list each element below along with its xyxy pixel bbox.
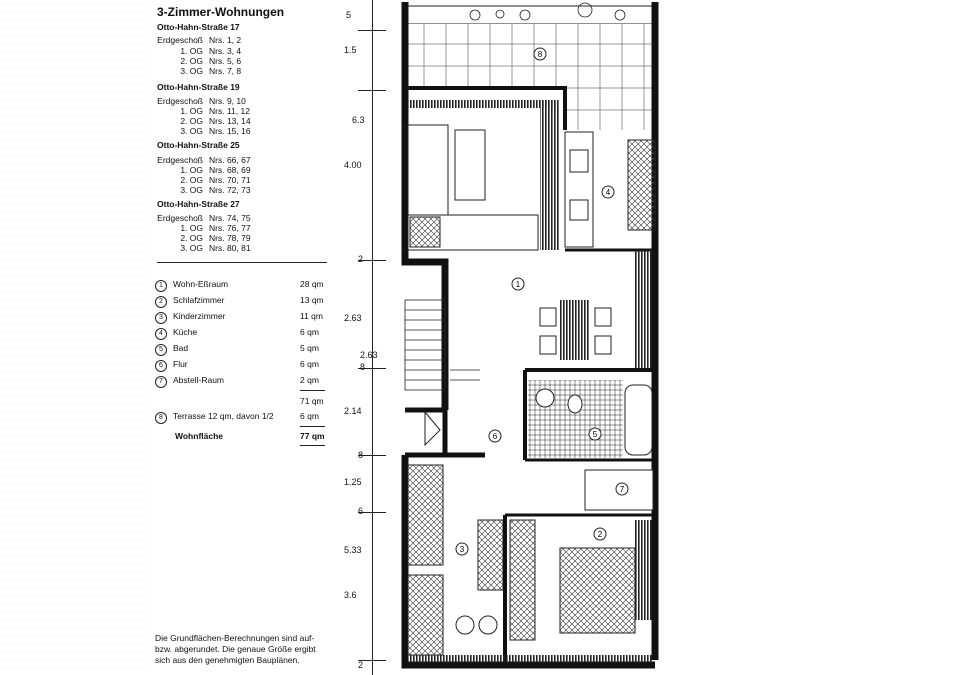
- room-name: Bad: [173, 343, 189, 353]
- floor-name: Erdgeschoß: [157, 155, 203, 165]
- apartment-numbers: Nrs. 74, 75: [209, 213, 251, 223]
- floor-name: 1. OG: [180, 46, 203, 56]
- floor-row: [155, 116, 251, 126]
- washbasin: [536, 389, 554, 407]
- building-street: Otto-Hahn-Straße 19: [157, 82, 240, 92]
- apartment-numbers: Nrs. 72, 73: [209, 185, 251, 195]
- sideboard: [635, 250, 653, 370]
- stove: [570, 150, 588, 172]
- apartment-numbers: Nrs. 7, 8: [209, 66, 242, 76]
- terrace-area: [405, 24, 655, 88]
- dresser: [635, 520, 653, 620]
- room-area: 5 qm: [300, 343, 319, 353]
- dining-table: [560, 300, 590, 360]
- floor-name: 2. OG: [180, 116, 203, 126]
- scan-noise: [0, 0, 150, 675]
- room-name: Kinderzimmer: [173, 311, 226, 321]
- room-name: Schlafzimmer: [173, 295, 225, 305]
- floor-name: Erdgeschoß: [157, 213, 203, 223]
- building-street: Otto-Hahn-Straße 17: [157, 22, 240, 32]
- apartment-numbers: Nrs. 9, 10: [209, 96, 246, 106]
- page-title: 3-Zimmer-Wohnungen: [157, 5, 285, 19]
- apartment-numbers: Nrs. 1, 2: [209, 35, 242, 45]
- floor-name: Erdgeschoß: [157, 96, 203, 106]
- dimension-label: 3.6: [344, 590, 357, 600]
- dimension-label: 2.63: [360, 350, 378, 360]
- floor-name: 2. OG: [180, 56, 203, 66]
- terrace-area: 6 qm: [300, 411, 319, 421]
- apartment-numbers: Nrs. 76, 77: [209, 223, 251, 233]
- radiator-strip: [408, 655, 653, 663]
- room-name: Küche: [173, 327, 198, 337]
- dimension-label: 2: [358, 660, 364, 670]
- chair: [540, 308, 556, 326]
- room-entry: [155, 359, 319, 372]
- floor-row: [155, 223, 251, 233]
- room-number: 2: [155, 296, 167, 308]
- room-marker: 4: [605, 188, 611, 197]
- floor-name: 1. OG: [180, 165, 203, 175]
- floor-plan: [380, 0, 680, 675]
- bookshelf: [408, 100, 558, 108]
- sum-rule: [300, 390, 325, 391]
- apartment-numbers: Nrs. 68, 69: [209, 165, 251, 175]
- room-marker: 8: [537, 50, 543, 59]
- dimension-label: 2.14: [344, 406, 362, 416]
- sink: [570, 200, 588, 220]
- sofa: [408, 125, 448, 215]
- apartment-numbers: Nrs. 11, 12: [209, 106, 250, 116]
- bed: [408, 575, 443, 655]
- floor-row: [155, 96, 246, 106]
- floor-row: [155, 185, 251, 195]
- room-marker: 6: [492, 432, 498, 441]
- room-area: 28 qm: [300, 279, 324, 289]
- apartment-numbers: Nrs. 3, 4: [209, 46, 242, 56]
- room-name: Wohn-Eßraum: [173, 279, 229, 289]
- room-entry: [155, 343, 319, 356]
- floor-name: 1. OG: [180, 106, 203, 116]
- floor-name: 1. OG: [180, 223, 203, 233]
- bathtub: [625, 385, 652, 455]
- floor-row: [155, 35, 241, 45]
- floor-row: [155, 46, 241, 56]
- dimension-label: 2.63: [344, 313, 362, 323]
- wall-unit: [540, 100, 560, 250]
- dimension-label: 8: [360, 362, 366, 372]
- bed: [408, 465, 443, 565]
- subtotal-area: 71 qm: [300, 396, 324, 406]
- floor-row: [155, 106, 250, 116]
- floor-name: 2. OG: [180, 233, 203, 243]
- room-area: 11 qm: [300, 311, 323, 321]
- floor-name: 3. OG: [180, 243, 203, 253]
- total-area: 77 qm: [300, 431, 325, 441]
- room-number: 7: [155, 376, 167, 388]
- room-marker: 2: [597, 530, 603, 539]
- room-number: 1: [155, 280, 167, 292]
- room-area: 6 qm: [300, 327, 319, 337]
- building-street: Otto-Hahn-Straße 27: [157, 199, 240, 209]
- dimension-label: 2: [358, 254, 364, 264]
- apartment-numbers: Nrs. 15, 16: [209, 126, 251, 136]
- coffee-table: [455, 130, 485, 200]
- floor-name: 3. OG: [180, 185, 203, 195]
- floor-row: [155, 165, 251, 175]
- double-bed: [560, 548, 635, 633]
- dimension-label: 8: [358, 450, 364, 460]
- room-entry: [155, 279, 324, 292]
- section-divider: [157, 262, 327, 263]
- room-area: 2 qm: [300, 375, 319, 385]
- floor-name: 3. OG: [180, 126, 203, 136]
- apartment-numbers: Nrs. 5, 6: [209, 56, 242, 66]
- dimension-label: 5: [346, 10, 352, 20]
- total-label: Wohnfläche: [175, 431, 224, 441]
- dimension-label: 6.3: [352, 115, 365, 125]
- floor-name: 2. OG: [180, 175, 203, 185]
- terrace-entry: [155, 411, 319, 424]
- room-name: Flur: [173, 359, 188, 369]
- floor-name: Erdgeschoß: [157, 35, 203, 45]
- entrance-door: [425, 412, 440, 445]
- room-area: 6 qm: [300, 359, 319, 369]
- toilet: [568, 395, 582, 413]
- room-marker: 7: [619, 485, 625, 494]
- chair: [456, 616, 474, 634]
- room-number: 5: [155, 344, 167, 356]
- dimension-label: 5.33: [344, 545, 362, 555]
- floor-row: [155, 155, 251, 165]
- room-entry: [155, 311, 323, 324]
- chair: [479, 616, 497, 634]
- dimension-label: 4.00: [344, 160, 362, 170]
- room-number: 6: [155, 360, 167, 372]
- floor-name: 3. OG: [180, 66, 203, 76]
- dimension-label: 1.25: [344, 477, 362, 487]
- kitchen-counter: [565, 132, 593, 247]
- apartment-numbers: Nrs. 78, 79: [209, 233, 251, 243]
- room-number: 3: [155, 312, 167, 324]
- chair: [595, 308, 611, 326]
- room-number: 8: [155, 412, 167, 424]
- floor-row: [155, 243, 251, 253]
- room-marker: 1: [515, 280, 521, 289]
- room-entry: [155, 375, 319, 388]
- dimension-line: [372, 0, 373, 675]
- building-street: Otto-Hahn-Straße 25: [157, 140, 240, 150]
- dimension-label: 6: [358, 506, 364, 516]
- wardrobe: [510, 520, 535, 640]
- room-entry: [155, 295, 324, 308]
- wardrobe: [478, 520, 503, 590]
- floor-row: [155, 175, 251, 185]
- sum-rule: [300, 445, 325, 446]
- plant-pot-icon: [410, 217, 440, 247]
- chair: [540, 336, 556, 354]
- dimension-label: 1.5: [344, 45, 357, 55]
- floor-row: [155, 56, 241, 66]
- apartment-numbers: Nrs. 80, 81: [209, 243, 251, 253]
- apartment-numbers: Nrs. 70, 71: [209, 175, 251, 185]
- room-entry: [155, 327, 319, 340]
- apartment-numbers: Nrs. 13, 14: [209, 116, 251, 126]
- floor-row: [155, 126, 251, 136]
- room-name: Abstell-Raum: [173, 375, 225, 385]
- kitchen-cabinet: [628, 140, 655, 230]
- area-note: Die Grundflächen-Berechnungen sind auf- bzw. abgerundet. Die genaue Größe ergibt sich aus den genehmigten Bauplänen.: [155, 633, 316, 665]
- floor-row: [155, 66, 241, 76]
- terrace-area: [565, 88, 655, 130]
- floor-row: [155, 213, 251, 223]
- sum-rule: [300, 426, 325, 427]
- floor-row: [155, 233, 251, 243]
- room-number: 4: [155, 328, 167, 340]
- room-marker: 3: [459, 545, 465, 554]
- apartment-numbers: Nrs. 66, 67: [209, 155, 251, 165]
- chair: [595, 336, 611, 354]
- terrace-text: Terrasse 12 qm, davon 1/2: [173, 411, 274, 421]
- room-marker: 5: [592, 430, 598, 439]
- room-area: 13 qm: [300, 295, 324, 305]
